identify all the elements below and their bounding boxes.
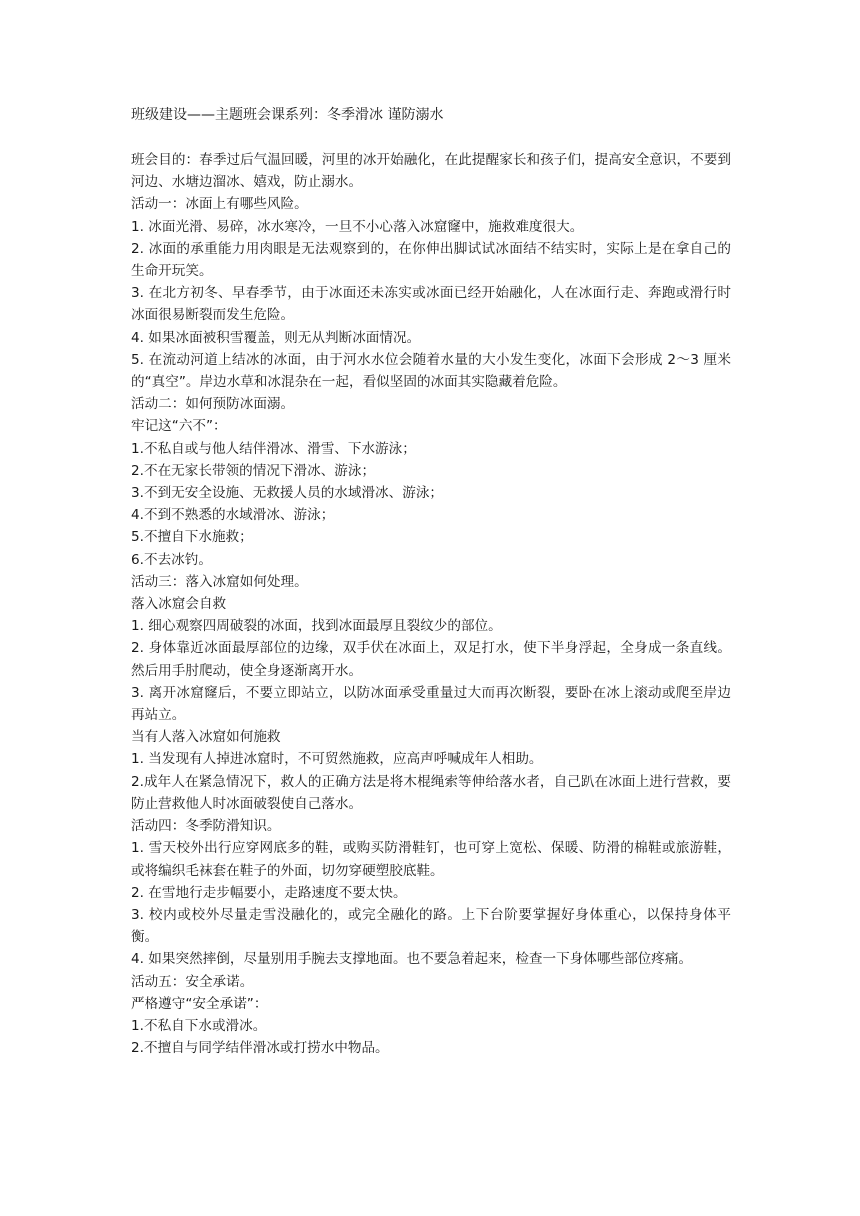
rescue-others-item-2: 2.成年人在紧急情况下，救人的正确方法是将木棍绳索等伸给落水者，自己趴在冰面上进行营救，要防止营救他人时冰面破裂使自己落水。 — [131, 773, 731, 812]
anti-slip-item-1: 1. 雪天校外出行应穿网底多的鞋，或购买防滑鞋钉，也可穿上宽松、保暖、防滑的棉鞋或旅游鞋，或将编织毛袜套在鞋子的外面，切勿穿硬塑胶底鞋。 — [131, 840, 731, 879]
activity-1-item-3: 3. 在北方初冬、早春季节，由于冰面还未冻实或冰面已经开始融化，人在冰面行走、奔跑或滑行时冰面很易断裂而发生危险。 — [131, 285, 731, 324]
rescue-others-heading: 当有人落入冰窟如何施救 — [131, 729, 281, 746]
activity-5-heading: 活动五：安全承诺。 — [131, 973, 254, 990]
document-page — [131, 104, 731, 1059]
meeting-purpose: 班会目的：春季过后气温回暖，河里的冰开始融化，在此提醒家长和孩子们，提高安全意识，不要到河边、水塘边溜冰、嬉戏，防止溺水。 — [131, 152, 731, 191]
rescue-others-item-1: 1. 当发现有人掉进冰窟时，不可贸然施救，应高声呼喊成年人相助。 — [131, 751, 543, 768]
self-rescue-heading: 落入冰窟会自救 — [131, 596, 227, 613]
six-nots-heading: 牢记这“六不”： — [131, 418, 227, 435]
safety-pledge-item-1: 1.不私自下水或滑冰。 — [131, 1017, 267, 1034]
safety-pledge-item-2: 2.不擅自与同学结伴滑冰或打捞水中物品。 — [131, 1040, 389, 1057]
activity-1-heading: 活动一：冰面上有哪些风险。 — [131, 196, 308, 213]
self-rescue-item-1: 1. 细心观察四周破裂的冰面，找到冰面最厚且裂纹少的部位。 — [131, 618, 502, 635]
six-nots-item-2: 2.不在无家长带领的情况下滑冰、游泳； — [131, 462, 376, 479]
activity-1-item-1: 1. 冰面光滑、易碎，冰水寒冷，一旦不小心落入冰窟窿中，施救难度很大。 — [131, 218, 584, 235]
six-nots-item-3: 3.不到无安全设施、无救援人员的水域滑冰、游泳； — [131, 485, 444, 502]
six-nots-item-1: 1.不私自或与他人结伴滑冰、滑雪、下水游泳； — [131, 440, 416, 457]
activity-1-item-4: 4. 如果冰面被积雪覆盖，则无从判断冰面情况。 — [131, 329, 421, 346]
activity-2-heading: 活动二：如何预防冰面溺。 — [131, 396, 295, 413]
anti-slip-item-3: 3. 校内或校外尽量走雪没融化的，或完全融化的路。上下台阶要掌握好身体重心，以保持身体平衡。 — [131, 906, 731, 946]
activity-1-item-5: 5. 在流动河道上结冰的冰面，由于河水水位会随着水量的大小发生变化，冰面下会形成 2～3 厘米的“真空”。岸边水草和冰混杂在一起，看似坚固的冰面其实隐藏着危险。 — [131, 351, 731, 391]
anti-slip-item-4: 4. 如果突然摔倒，尽量别用手腕去支撑地面。也不要急着起来，检查一下身体哪些部位疼痛。 — [131, 951, 693, 968]
activity-3-heading: 活动三：落入冰窟如何处理。 — [131, 573, 308, 590]
activity-1-item-2: 2. 冰面的承重能力用肉眼是无法观察到的，在你伸出脚试试冰面结不结实时，实际上是在拿自己的生命开玩笑。 — [131, 240, 731, 280]
anti-slip-item-2: 2. 在雪地行走步幅要小，走路速度不要太快。 — [131, 884, 407, 901]
self-rescue-item-3: 3. 离开冰窟窿后，不要立即站立，以防冰面承受重量过大而再次断裂，要卧在冰上滚动或爬至岸边再站立。 — [131, 684, 731, 724]
self-rescue-item-2: 2. 身体靠近冰面最厚部位的边缘，双手伏在冰面上，双足打水，使下半身浮起，全身成一条直线。然后用手肘爬动，使全身逐渐离开水。 — [131, 640, 731, 679]
safety-pledge-heading: 严格遵守“安全承诺”： — [131, 995, 268, 1012]
document-title: 班级建设——主题班会课系列：冬季滑冰 谨防溺水 — [131, 107, 444, 123]
activity-4-heading: 活动四：冬季防滑知识。 — [131, 818, 281, 835]
six-nots-item-4: 4.不到不熟悉的水域滑冰、游泳； — [131, 507, 335, 524]
six-nots-item-5: 5.不擅自下水施救； — [131, 529, 253, 546]
six-nots-item-6: 6.不去冰钓。 — [131, 551, 212, 568]
